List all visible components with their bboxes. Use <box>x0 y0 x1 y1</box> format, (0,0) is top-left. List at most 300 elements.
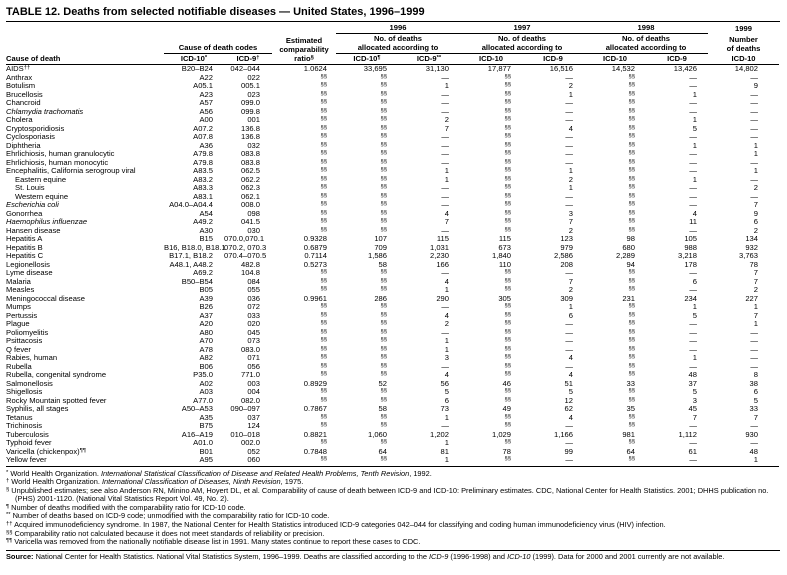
deaths-1999-icd10-cell: 1 <box>753 166 758 175</box>
deaths-1998-icd9-cell: 1 <box>692 174 697 184</box>
deaths-1998-icd10-cell: 14,532 <box>611 64 635 73</box>
deaths-1998-icd10-cell: §§ <box>628 209 635 216</box>
table-row <box>6 142 779 151</box>
deaths-1996-icd10-cell: §§ <box>380 201 387 207</box>
footnote: † World Health Organization. International Classification of Diseases, Ninth Revision, 1975. <box>6 477 304 487</box>
deaths-1999-icd10-cell: — <box>750 72 758 82</box>
table-row <box>6 448 779 457</box>
icd10-1996-header: ICD-10¶ <box>336 54 398 65</box>
deaths-1997-icd10-cell: §§ <box>504 218 511 224</box>
deaths-1997-icd9-cell: — <box>565 438 573 447</box>
deaths-1996-icd9-cell: 1 <box>444 166 449 175</box>
table-row <box>6 252 779 261</box>
deaths-1999-icd10-cell: — <box>750 191 758 201</box>
deaths-1996-icd10-cell: §§ <box>380 371 387 377</box>
deaths-1996-icd9-cell: 1,202 <box>429 429 449 439</box>
cause-cell: Cholera <box>6 115 33 124</box>
deaths-1997-icd10-cell: §§ <box>504 107 511 114</box>
deaths-1996-icd9-cell: 81 <box>440 446 449 456</box>
table-row <box>6 193 779 202</box>
comparability-ratio-cell: 0.8821 <box>303 429 327 439</box>
deaths-1998-icd10-cell: §§ <box>628 439 635 445</box>
icd9-code-cell: 020 <box>247 319 260 328</box>
icd10-1998-header: ICD-10 <box>584 54 646 65</box>
header-row-columns <box>6 54 779 65</box>
deaths-1998-icd9-cell: 5 <box>692 123 697 133</box>
deaths-1996-icd10-cell: §§ <box>380 413 387 420</box>
cause-cell: Rubella, congenital syndrome <box>6 370 107 379</box>
deaths-1996-icd9-cell: 1 <box>444 336 449 345</box>
deaths-1998-icd9-cell: — <box>689 81 697 90</box>
icd9-code-cell: 124 <box>247 421 260 430</box>
deaths-1999-icd10-cell: 930 <box>745 429 758 439</box>
cause-cell: Q fever <box>6 344 31 354</box>
cause-cell: Chancroid <box>6 98 41 107</box>
deaths-1996-icd9-cell: 4 <box>444 208 449 218</box>
deaths-1997-icd10-cell: §§ <box>504 303 511 309</box>
deaths-1997-icd9-cell: 1 <box>568 89 573 99</box>
deaths-1997-icd9-cell: 2 <box>568 174 573 184</box>
deaths-1996-icd9-cell: 56 <box>440 378 449 388</box>
cause-cell: Shigellosis <box>6 387 43 396</box>
deaths-1998-icd10-cell: 94 <box>626 259 635 269</box>
icd9-code-cell: 104.8 <box>240 268 260 277</box>
deaths-1998-icd9-cell: 1 <box>692 302 697 311</box>
icd9-1996-header: ICD-9** <box>398 54 460 65</box>
table-row <box>6 167 779 176</box>
deaths-1997-icd9-cell: 2 <box>568 285 573 294</box>
deaths-1998-icd10-cell: §§ <box>628 133 635 139</box>
deaths-1998-icd9-cell: 48 <box>688 370 697 379</box>
table-row <box>6 82 779 91</box>
deaths-1997-icd10-cell: §§ <box>504 90 511 97</box>
comparability-ratio-cell: §§ <box>320 90 327 97</box>
deaths-1996-icd10-cell: 58 <box>378 259 387 269</box>
deaths-1998-icd9-cell: 37 <box>688 378 697 388</box>
icd9-code-cell: 008.0 <box>240 200 260 209</box>
icd9-code-cell: 084 <box>247 276 260 286</box>
comparability-ratio-cell: 0.7114 <box>304 251 327 260</box>
deaths-1998-icd9-cell: — <box>689 98 697 107</box>
icd9-1998-header: ICD-9 <box>646 54 708 65</box>
table-row <box>6 91 779 100</box>
comparability-ratio-cell: §§ <box>320 320 327 326</box>
deaths-1997-icd9-cell: 4 <box>568 353 573 362</box>
table-row <box>6 312 779 321</box>
deaths-1998-icd9-cell: 7 <box>692 412 697 422</box>
deaths-1997-icd9-cell: — <box>565 336 573 345</box>
icd9-code-cell: 023 <box>247 89 260 99</box>
table-row <box>6 210 779 219</box>
deaths-1996-icd10-cell: §§ <box>380 99 387 105</box>
deaths-1998-icd9-cell: 13,426 <box>673 64 697 73</box>
deaths-1998-icd10-cell: §§ <box>628 311 635 318</box>
deaths-1997-icd9-cell: 1,166 <box>553 429 573 439</box>
deaths-1997-icd10-cell: §§ <box>504 167 511 173</box>
deaths-1998-icd10-cell: §§ <box>628 328 635 335</box>
comparability-ratio-cell: §§ <box>320 337 327 343</box>
deaths-1997-icd9-cell: — <box>565 140 573 150</box>
header-spacer <box>6 23 164 54</box>
deaths-1999-icd10-cell: 227 <box>745 293 758 303</box>
cause-cell: Salmonellosis <box>6 378 53 388</box>
icd10-codes-header: ICD-10* <box>164 54 224 65</box>
icd10-code-cell: B06 <box>199 361 213 371</box>
deaths-1997-icd10-cell: §§ <box>504 124 511 131</box>
deaths-1998-icd9-cell: — <box>689 191 697 201</box>
icd9-code-cell: 036 <box>247 293 260 303</box>
deaths-1996-icd9-cell: 31,130 <box>425 64 449 73</box>
deaths-1996-icd9-cell: — <box>441 89 449 99</box>
deaths-1998-icd10-cell: §§ <box>628 218 635 224</box>
comparability-ratio-cell: §§ <box>320 388 327 394</box>
table-row <box>6 74 779 83</box>
deaths-1997-icd10-cell: §§ <box>504 337 511 343</box>
deaths-1997-icd10-cell: 110 <box>498 259 511 269</box>
deaths-1998-icd10-cell: §§ <box>628 150 635 156</box>
deaths-1997-icd9-cell: 1 <box>568 166 573 175</box>
icd10-code-cell: A49.2 <box>193 217 213 226</box>
deaths-1997-icd9-cell: 7 <box>568 217 573 226</box>
icd9-1997-header: ICD-9 <box>522 54 584 65</box>
table-row <box>6 65 779 74</box>
cause-cell: Rabies, human <box>6 353 58 362</box>
cause-cell: Mumps <box>6 302 31 311</box>
comparability-ratio-cell: 0.6879 <box>303 242 327 252</box>
deaths-1996-icd9-cell: — <box>441 157 449 167</box>
deaths-1998-icd9-cell: 5 <box>692 310 697 320</box>
deaths-1996-icd9-cell: 1 <box>444 285 449 294</box>
deaths-1996-icd10-cell: §§ <box>380 133 387 139</box>
year-1997-header: 1997 <box>460 23 584 34</box>
deaths-1998-icd10-cell: §§ <box>628 201 635 207</box>
icd9-code-cell: 041.5 <box>240 217 260 226</box>
deaths-1997-icd10-cell: 1,840 <box>491 251 511 260</box>
deaths-1998-icd9-cell: 1 <box>692 140 697 150</box>
table-row <box>6 388 779 397</box>
deaths-1996-icd9-cell: 2 <box>444 319 449 328</box>
icd9-code-cell: 002.0 <box>240 438 260 447</box>
comparability-ratio-cell: 0.9961 <box>303 293 327 303</box>
table-row <box>6 269 779 278</box>
cause-cell: Typhoid fever <box>6 438 52 447</box>
icd9-code-cell: 071 <box>247 353 260 362</box>
icd9-code-cell: 072 <box>247 302 260 311</box>
deaths-1999-icd10-cell: 134 <box>745 234 758 243</box>
deaths-1996-icd10-cell: §§ <box>380 303 387 309</box>
deaths-1996-icd9-cell: 1 <box>444 438 449 447</box>
deaths-1996-icd9-cell: — <box>441 191 449 201</box>
table-row <box>6 295 779 304</box>
comparability-ratio-cell: §§ <box>320 150 327 156</box>
deaths-1998-icd10-cell: §§ <box>628 158 635 165</box>
deaths-1996-icd10-cell: §§ <box>380 175 387 182</box>
deaths-1998-icd9-cell: — <box>646 456 708 466</box>
deaths-1999-icd10-cell: 6 <box>753 217 758 226</box>
comparability-ratio-cell: 1.0624 <box>303 64 327 73</box>
deaths-1997-icd10-cell: §§ <box>504 150 511 156</box>
comparability-ratio-cell: §§ <box>320 286 327 292</box>
deaths-1998-icd10-cell: §§ <box>628 371 635 377</box>
deaths-1996-icd10-cell: §§ <box>380 396 387 403</box>
table-row <box>6 405 779 414</box>
deaths-1999-icd10-cell: 1 <box>753 149 758 158</box>
icd9-code-cell: 482.8 <box>240 259 260 269</box>
deaths-1997-icd9-cell: 99 <box>564 446 573 456</box>
deaths-1999-icd10-cell: 14,802 <box>734 64 758 73</box>
deaths-1997-icd10-cell: §§ <box>504 371 511 377</box>
comparability-ratio-cell: 0.7867 <box>303 404 327 413</box>
cause-cell: Pertussis <box>6 310 38 320</box>
icd9-code-cell: 073 <box>247 336 260 345</box>
icd9-code-cell: 056 <box>247 361 260 371</box>
table-row <box>6 278 779 287</box>
icd10-code-cell: A82 <box>199 353 213 362</box>
deaths-1997-icd9-cell: 979 <box>560 242 573 252</box>
comparability-ratio-cell: §§ <box>320 175 327 182</box>
comparability-ratio-header: Estimated comparability ratio§ <box>272 34 336 65</box>
deaths-1996-icd10-cell: §§ <box>380 422 387 428</box>
footnote: §§ Comparability ratio not calculated because it does not meet standards of reliability or precision. <box>6 528 325 538</box>
deaths-1998-icd10-cell: §§ <box>628 124 635 131</box>
icd10-code-cell: A36 <box>199 140 213 150</box>
deaths-1996-icd9-cell: 1 <box>444 81 449 90</box>
deaths-1997-icd9-cell: — <box>565 327 573 337</box>
icd9-codes-header: ICD-9† <box>224 54 272 65</box>
deaths-1999-icd10-cell: 8 <box>753 370 758 379</box>
deaths-1997-icd10-cell: §§ <box>504 99 511 105</box>
deaths-1997-icd10-cell: §§ <box>504 277 511 284</box>
deaths-1996-icd10-cell: §§ <box>380 209 387 216</box>
deaths-1996-icd10-cell: §§ <box>380 167 387 173</box>
icd10-code-cell: A79.8 <box>193 157 213 167</box>
icd9-code-cell: 022 <box>247 72 260 82</box>
comparability-ratio-cell: §§ <box>320 396 327 403</box>
icd10-code-cell: A22 <box>199 72 213 82</box>
cause-cell: Encephalitis, California serogroup viral <box>6 166 136 175</box>
deaths-1998-icd9-cell: — <box>689 157 697 167</box>
icd10-1997-header: ICD-10 <box>460 54 522 65</box>
deaths-1996-icd10-cell: 64 <box>378 446 387 456</box>
comparability-ratio-cell: §§ <box>320 371 327 377</box>
deaths-1996-icd9-cell: — <box>441 183 449 192</box>
deaths-1997-icd9-cell: 2 <box>568 81 573 90</box>
deaths-1999-icd10-cell: — <box>750 336 758 345</box>
deaths-1996-icd10-cell: §§ <box>380 124 387 131</box>
icd10-code-cell: B50–B54 <box>181 276 213 286</box>
deaths-1998-icd10-cell: 64 <box>626 446 635 456</box>
deaths-1998-icd9-cell: — <box>689 225 697 235</box>
comparability-ratio-cell: §§ <box>320 201 327 207</box>
table-row <box>6 363 779 372</box>
deaths-1997-icd10-cell: §§ <box>504 133 511 139</box>
table-row <box>6 133 779 142</box>
deaths-1998-icd9-cell: 1 <box>692 89 697 99</box>
deaths-1998-icd10-cell: §§ <box>628 226 635 233</box>
cause-cell: Poliomyelitis <box>6 327 49 337</box>
icd10-code-cell: A83.1 <box>193 191 213 201</box>
table-row <box>6 371 779 380</box>
icd9-code-cell: 090–097 <box>230 404 260 413</box>
deaths-1997-icd10-cell: §§ <box>504 396 511 403</box>
deaths-1998-icd9-cell: 178 <box>684 259 697 269</box>
cause-cell: St. Louis <box>15 183 45 192</box>
cause-of-death-header: Cause of death <box>6 54 164 65</box>
deaths-1998-icd9-cell: 3,218 <box>677 251 697 260</box>
cause-cell: Tetanus <box>6 412 33 422</box>
cause-cell: Ehrlichiosis, human granulocytic <box>6 149 115 158</box>
table-row <box>6 218 779 227</box>
deaths-1998-icd9-cell: — <box>689 132 697 141</box>
deaths-1997-icd9-cell: 2,586 <box>553 251 573 260</box>
deaths-1999-icd10-cell: — <box>750 438 758 447</box>
footnotes <box>6 470 780 547</box>
deaths-1996-icd9-cell: — <box>441 302 449 311</box>
icd10-code-cell: A20 <box>199 319 213 328</box>
deaths-1996-icd9-cell: 4 <box>444 310 449 320</box>
deaths-1997-icd9-cell: 7 <box>568 276 573 286</box>
deaths-1997-icd10-cell: §§ <box>504 422 511 428</box>
deaths-1997-icd10-cell: 78 <box>502 446 511 456</box>
deaths-1996-icd10-cell: 709 <box>374 242 387 252</box>
deaths-1996-icd9-cell: — <box>441 106 449 116</box>
deaths-1997-icd9-cell: — <box>565 132 573 141</box>
deaths-1997-icd9-cell: — <box>565 72 573 82</box>
deaths-1997-icd9-cell: — <box>565 344 573 354</box>
deaths-1996-icd9-cell: — <box>441 327 449 337</box>
comparability-ratio-cell: 0.7848 <box>303 446 327 456</box>
table-row <box>6 380 779 389</box>
footnote: § Unpublished estimates; see also Anderson RN, Minino AM, Hoyert DL, et al. Comparability of cause of death between ICD-9 and ICD-10: Preliminary estimates. CDC, National Center for Health Statistics. 2001; DHHS publication no. (PHS) 2001-1120. (National Vital Statistics Report Vol. 49, No. 2). <box>6 485 769 504</box>
deaths-1998-icd10-cell: §§ <box>628 116 635 122</box>
deaths-1999-icd10-cell: 33 <box>749 404 758 413</box>
cause-cell: Escherichia coli <box>6 200 59 209</box>
footnote: * World Health Organization. International Statistical Classification of Disease and Related Health Problems, Tenth Revision, 1992. <box>6 468 432 478</box>
cause-cell: Meningococcal disease <box>6 293 85 303</box>
icd10-code-cell: A83.5 <box>193 166 213 175</box>
icd10-code-cell: A80 <box>199 327 213 337</box>
deaths-1996-icd10-cell: 1,586 <box>367 251 387 260</box>
deaths-1998-icd9-cell: 3 <box>692 395 697 405</box>
deaths-1996-icd9-cell: 7 <box>444 217 449 226</box>
icd10-code-cell: B26 <box>199 302 213 311</box>
deaths-1999-icd10-cell: 78 <box>749 259 758 269</box>
icd10-code-cell: A04.0–A04.4 <box>169 200 213 209</box>
deaths-1996-icd10-cell: §§ <box>380 277 387 284</box>
deaths-1997-icd10-cell: 673 <box>498 242 511 252</box>
comparability-ratio-cell: §§ <box>320 184 327 190</box>
deaths-1997-icd9-cell: 3 <box>568 208 573 218</box>
deaths-1997-icd10-cell: 49 <box>502 404 511 413</box>
icd10-code-cell: A00 <box>199 115 213 124</box>
table-row <box>6 329 779 338</box>
icd10-code-cell: A83.3 <box>193 183 213 192</box>
deaths-1998-icd9-cell: 6 <box>692 276 697 286</box>
deaths-1996-icd9-cell: 290 <box>436 293 449 303</box>
deaths-1997-icd10-cell: §§ <box>504 141 511 148</box>
icd9-code-cell: 099.8 <box>240 106 260 116</box>
cause-cell: Syphilis, all stages <box>6 404 69 413</box>
icd10-code-cell: A30 <box>199 225 213 235</box>
icd10-code-cell: B75 <box>199 421 213 430</box>
icd10-code-cell: A57 <box>199 98 213 107</box>
deaths-1996-icd10-cell: §§ <box>380 286 387 292</box>
deaths-1997-icd10-cell: §§ <box>504 82 511 88</box>
icd10-code-cell: A07.8 <box>193 132 213 141</box>
deaths-1997-icd10-cell: 1,029 <box>491 429 511 439</box>
deaths-1996-icd10-cell: 58 <box>378 404 387 413</box>
deaths-1999-icd10-cell: 48 <box>749 446 758 456</box>
year-1999-header: 1999 <box>735 23 752 33</box>
cause-cell: AIDS†† <box>6 64 31 73</box>
table-row <box>6 244 779 253</box>
deaths-1997-icd10-cell: §§ <box>504 388 511 394</box>
table-row <box>6 414 779 423</box>
deaths-1998-icd9-cell: 11 <box>689 217 697 226</box>
deaths-1996-icd10-cell: 33,695 <box>363 64 387 73</box>
deaths-1997-icd10-cell: §§ <box>504 439 511 445</box>
deaths-1998-icd10-cell: §§ <box>628 345 635 352</box>
deaths-1998-icd10-cell: §§ <box>628 269 635 275</box>
alloc-1998-header: No. of deaths allocated according to <box>584 34 708 54</box>
cause-cell: Botulism <box>6 81 36 90</box>
deaths-1996-icd9-cell: 1 <box>444 174 449 184</box>
table-row <box>6 422 779 431</box>
deaths-1996-icd10-cell: §§ <box>380 226 387 233</box>
deaths-1997-icd9-cell: 51 <box>564 378 573 388</box>
deaths-1996-icd10-cell: §§ <box>380 73 387 80</box>
table-row <box>6 456 779 466</box>
comparability-ratio-cell: §§ <box>320 345 327 352</box>
deaths-1997-icd9-cell: — <box>565 115 573 124</box>
deaths-1996-icd9-cell: — <box>441 98 449 107</box>
icd9-code-cell: 136.8 <box>240 132 260 141</box>
icd10-code-cell: B20–B24 <box>181 64 213 73</box>
comparability-ratio-cell: §§ <box>320 82 327 88</box>
deaths-1999-icd10-cell: — <box>750 106 758 116</box>
cause-cell: Rocky Mountain spotted fever <box>6 395 107 405</box>
icd10-code-cell: A54 <box>199 208 213 218</box>
comparability-ratio-cell: §§ <box>320 218 327 224</box>
deaths-1996-icd10-cell: §§ <box>380 362 387 369</box>
deaths-1996-icd10-cell: §§ <box>380 439 387 445</box>
icd9-code-cell: 033 <box>247 310 260 320</box>
table-row <box>6 320 779 329</box>
deaths-1999-icd10-cell: 7 <box>753 310 758 320</box>
codes-group-header: Cause of death codes <box>164 34 272 54</box>
deaths-1996-icd9-cell: 1,031 <box>429 242 449 252</box>
deaths-1999-icd10-cell: 7 <box>753 412 758 422</box>
cause-cell: Hepatitis A <box>6 234 43 243</box>
icd9-code-cell: 062.1 <box>240 191 260 201</box>
comparability-ratio-cell: §§ <box>320 73 327 80</box>
deaths-1999-icd10-cell: — <box>750 361 758 371</box>
icd10-code-cell: A23 <box>199 89 213 99</box>
deaths-1997-icd10-cell: §§ <box>504 184 511 190</box>
deaths-1996-icd10-cell: §§ <box>380 337 387 343</box>
table-body <box>6 65 779 467</box>
deaths-1998-icd10-cell: §§ <box>628 90 635 97</box>
cause-cell: Cryptosporidiosis <box>6 123 65 133</box>
deaths-1998-icd10-cell: §§ <box>584 456 646 466</box>
deaths-1997-icd10-cell: §§ <box>504 362 511 369</box>
deaths-1997-icd9-cell: 62 <box>564 404 573 413</box>
icd10-code-cell: A03 <box>199 387 213 396</box>
deaths-1997-icd10-cell: §§ <box>504 345 511 352</box>
footnote: ¶ Number of deaths modified with the comparability ratio for ICD-10 code. <box>6 502 246 512</box>
deaths-1998-icd10-cell: §§ <box>628 73 635 80</box>
deaths-1996-icd10-cell: §§ <box>380 218 387 224</box>
